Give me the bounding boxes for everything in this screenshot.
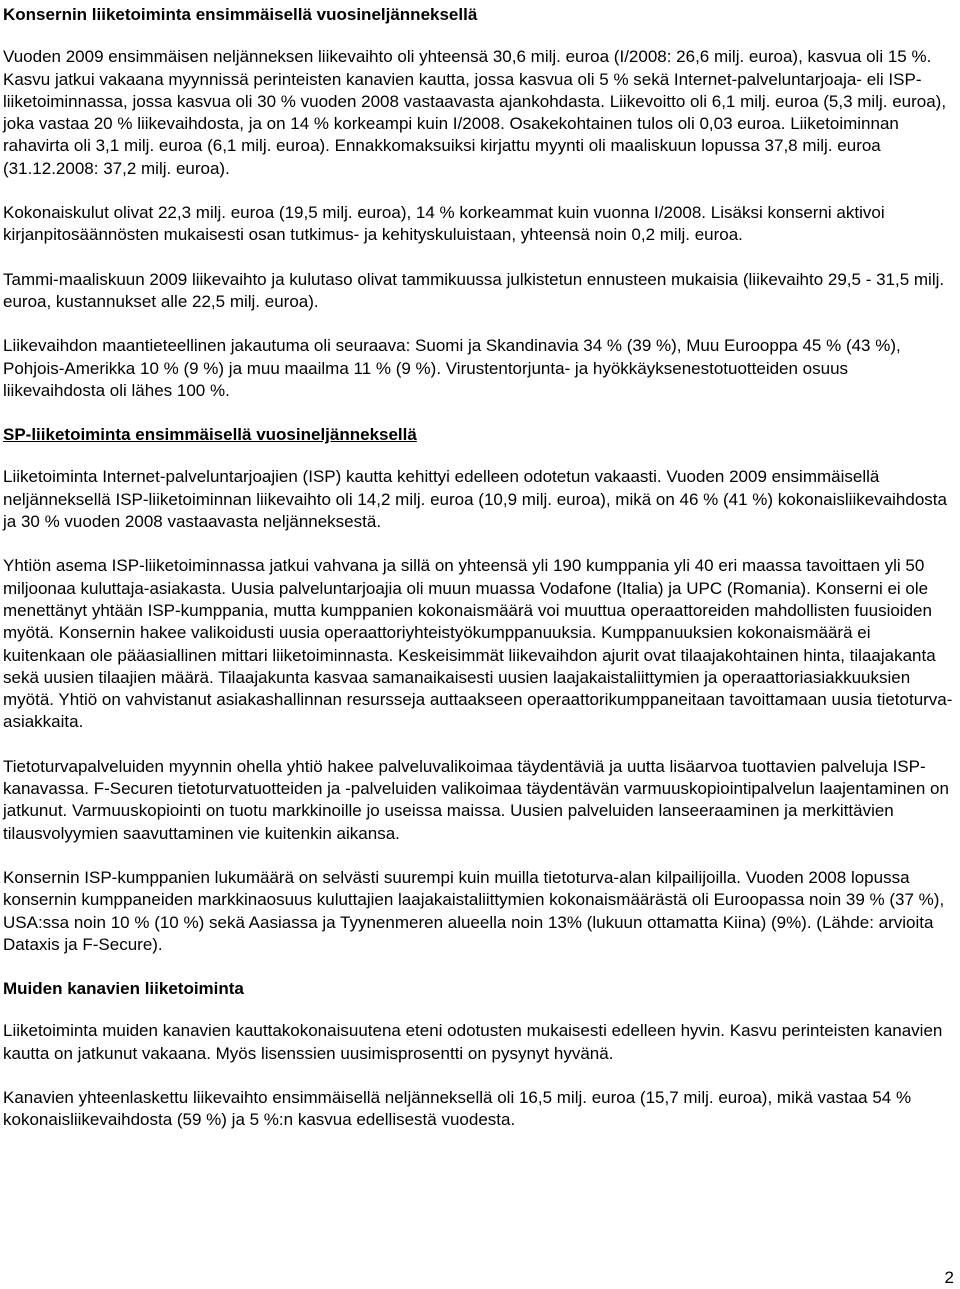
- section-heading-sp: SP-liiketoiminta ensimmäisellä vuosineljänneksellä: [3, 425, 417, 445]
- paragraph: Kokonaiskulut olivat 22,3 milj. euroa (19,5 milj. euroa), 14 % korkeammat kuin vuonna I/2008. Lisäksi konserni aktivoi kirjanpitosäännösten mukaisesti osan tutkimus- ja kehityskuluistaan, yhteensä noin 0,2 milj. euroa.: [3, 203, 885, 245]
- paragraph: Liiketoiminta muiden kanavien kauttakokonaisuutena eteni odotusten mukaisesti edelleen hyvin. Kasvu perinteisten kanavien kautta on jatkunut vakaana. Myös lisenssien uusimisprosentti on pysynyt hyvänä.: [3, 1021, 943, 1063]
- paragraph: Vuoden 2009 ensimmäisen neljänneksen liikevaihto oli yhteensä 30,6 milj. euroa (I/2008: 26,6 milj. euroa), kasvua oli 15 %. Kasvu jatkui vakaana myynnissä perinteisten kanavien kautta, jossa kasvua oli 5 % sekä Internet-palveluntarjoaja- eli ISP-liiketoiminnassa, jossa kasvua oli 30 % vuoden 2008 vastaavasta ajankohdasta. Liikevoitto oli 6,1 milj. euroa (5,3 milj. euroa), joka vastaa 20 % liikevaihdosta, ja on 14 % korkeampi kuin I/2008. Osakekohtainen tulos oli 0,03 euroa. Liiketoiminnan rahavirta oli 3,1 milj. euroa (6,1 milj. euroa). Ennakkomaksuiksi kirjattu myynti oli maaliskuun lopussa 37,8 milj. euroa (31.12.2008: 37,2 milj. euroa).: [3, 47, 947, 178]
- paragraph: Tietoturvapalveluiden myynnin ohella yhtiö hakee palveluvalikoimaa täydentäviä ja uutta lisäarvoa tuottavien palveluja ISP-kanavassa. F-Securen tietoturvatuotteiden ja -palveluiden valikoimaa täydentävän varmuuskopiointipalvelun laajentaminen on jatkunut. Varmuuskopiointi on tuotu markkinoille jo useissa maissa. Uusien palveluiden lanseeraaminen ja merkittävien tilausvolyymien saavuttaminen vie kuitenkin aikansa.: [3, 756, 949, 843]
- paragraph: Tammi-maaliskuun 2009 liikevaihto ja kulutaso olivat tammikuussa julkistetun ennusteen mukaisia (liikevaihto 29,5 - 31,5 milj. euroa, kustannukset alle 22,5 milj. euroa).: [3, 269, 945, 311]
- document-page: [3, 4, 953, 1132]
- paragraph: Yhtiön asema ISP-liiketoiminnassa jatkui vahvana ja sillä on yhteensä yli 190 kumppania yli 40 eri maassa tavoittaen yli 50 miljoonaa kuluttaja-asiakasta. Uusia palveluntarjoajia oli muun muassa Vodafone (Italia) ja UPC (Romania). Konserni ei ole menettänyt yhtään ISP-kumppania, mutta kumppanien kokonaismäärä voi muuttua operaattoreiden mahdollisten fuusioiden myötä. Konsernin hakee valikoidusti uusia operaattoriyhteistyökumppanuuksia. Kumppanuuksien kokonaismäärä ei kuitenkaan ole pääasiallinen mittari liiketoiminnasta. Keskeisimmät liikevaihdon ajurit ovat tilaajakohtainen hinta, tilaajakanta sekä uusien tilaajien määrä. Tilaajakunta kasvaa samanaikaisesti uusien laajakaistaliittymien ja operaattoriasiakkuuksien myötä. Yhtiö on vahvistanut asiakashallinnan resursseja auttaakseen operaattorikumppaneitaan tavoittamaan uusia tietoturva-asiakkaita.: [3, 556, 953, 732]
- page-number: 2: [944, 1268, 954, 1287]
- paragraph: Konsernin ISP-kumppanien lukumäärä on selvästi suurempi kuin muilla tietoturva-alan kilpailijoilla. Vuoden 2008 lopussa konsernin kumppaneiden markkinaosuus kuluttajien laajakaistaliittymien kokonaismäärästä oli Euroopassa noin 39 % (37 %), USA:ssa noin 10 % (10 %) sekä Aasiassa ja Tyynenmeren alueella noin 13% (lukuun ottamatta Kiina) (9%). (Lähde: arvioita Dataxis ja F-Secure).: [3, 867, 945, 954]
- paragraph: Liiketoiminta Internet-palveluntarjoajien (ISP) kautta kehittyi edelleen odotetun vakaasti. Vuoden 2009 ensimmäisellä neljänneksellä ISP-liiketoiminnan liikevaihto oli 14,2 milj. euroa (10,9 milj. euroa), mikä on 46 % (41 %) kokonaisliikevaihdosta ja 30 % vuoden 2008 vastaavasta neljänneksestä.: [3, 467, 947, 532]
- section-heading-muut-kanavat: Muiden kanavien liiketoiminta: [3, 979, 244, 999]
- paragraph: Liikevaihdon maantieteellinen jakautuma oli seuraava: Suomi ja Skandinavia 34 % (39 %), Muu Eurooppa 45 % (43 %), Pohjois-Amerikka 10 % (9 %) ja muu maailma 11 % (9 %). Virustentorjunta- ja hyökkäyksenestotuotteiden osuus liikevaihdosta oli lähes 100 %.: [3, 336, 901, 400]
- paragraph: Kanavien yhteenlaskettu liikevaihto ensimmäisellä neljänneksellä oli 16,5 milj. euroa (15,7 milj. euroa), mikä vastaa 54 % kokonaisliikevaihdosta (59 %) ja 5 %:n kasvua edellisestä vuodesta.: [3, 1087, 912, 1130]
- section-heading-konserni: Konsernin liiketoiminta ensimmäisellä vuosineljänneksellä: [3, 5, 478, 24]
